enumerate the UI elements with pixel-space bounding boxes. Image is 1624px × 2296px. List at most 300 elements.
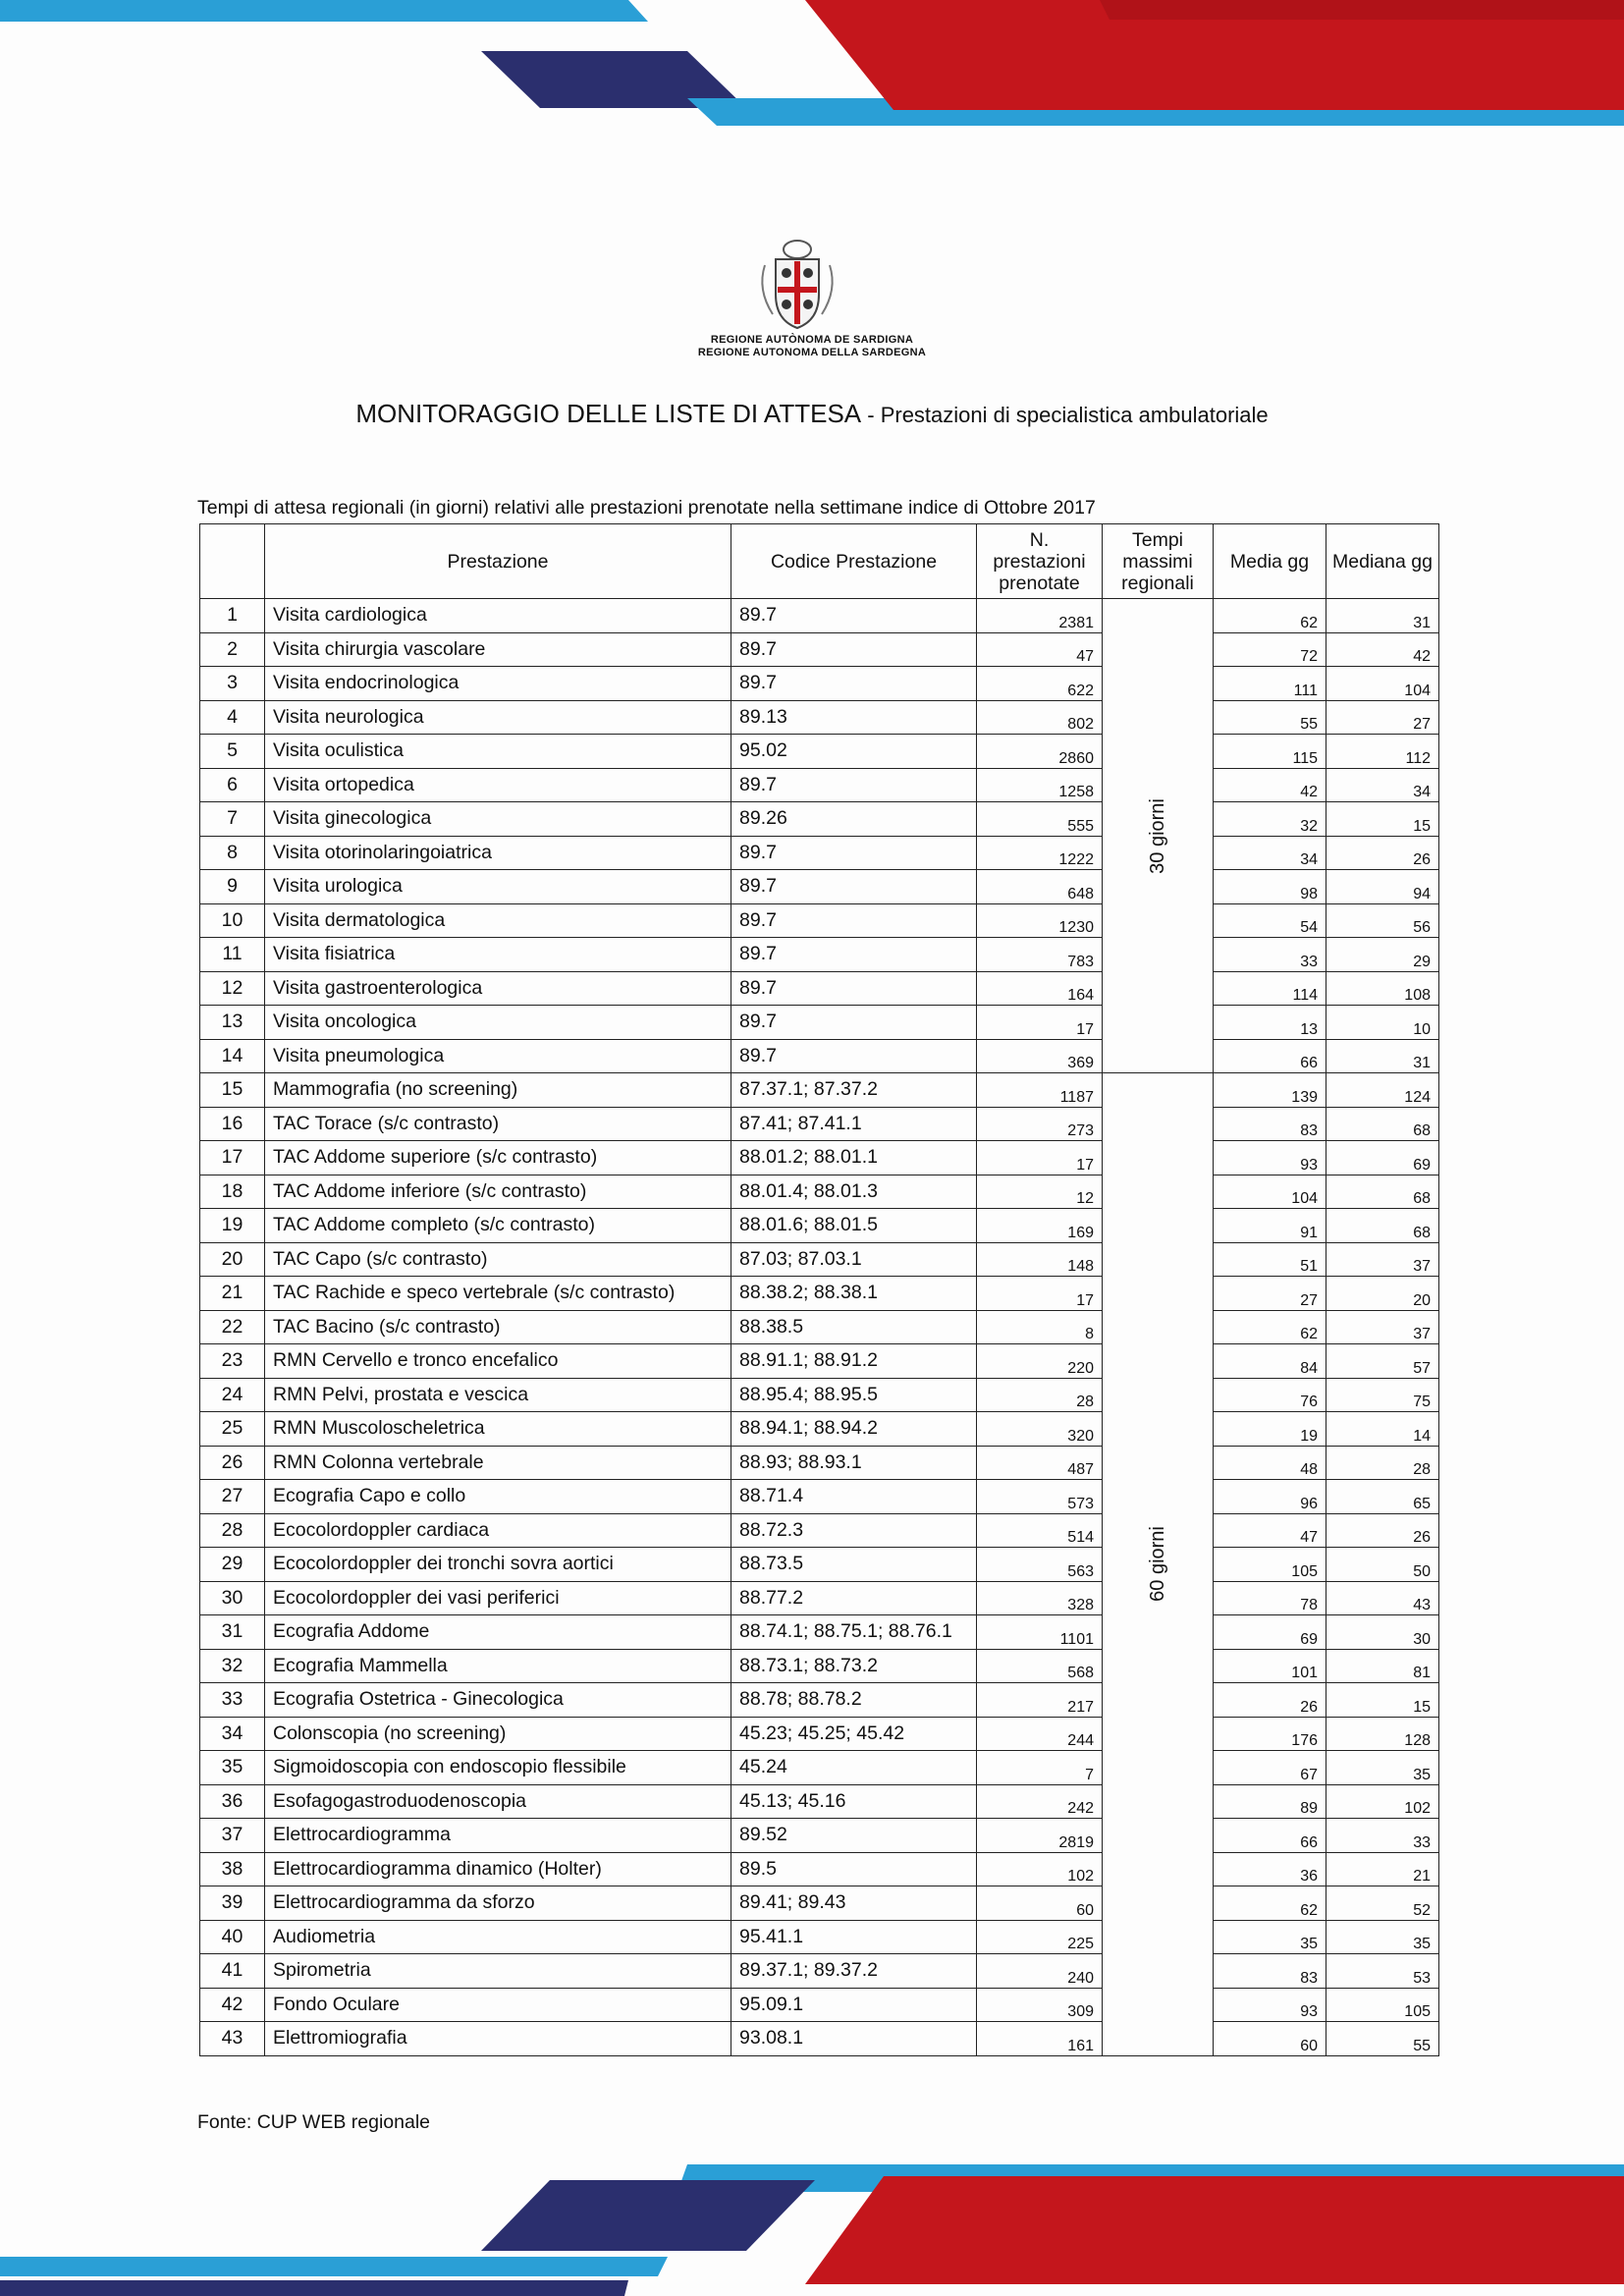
row-prestazione: TAC Rachide e speco vertebrale (s/c contrasto) [265, 1277, 731, 1311]
row-prenotate: 102 [977, 1852, 1103, 1886]
row-media: 67 [1214, 1751, 1326, 1785]
row-prenotate: 148 [977, 1242, 1103, 1277]
table-row [200, 1073, 1439, 1108]
table-row [200, 903, 1439, 938]
row-prestazione: Elettrocardiogramma [265, 1819, 731, 1853]
row-prenotate: 309 [977, 1988, 1103, 2022]
table-row [200, 1784, 1439, 1819]
region-names [0, 334, 1624, 359]
row-prenotate: 2819 [977, 1819, 1103, 1853]
row-mediana: 68 [1326, 1175, 1439, 1209]
row-prestazione: Ecografia Capo e collo [265, 1480, 731, 1514]
row-codice: 89.7 [731, 768, 977, 802]
row-mediana: 57 [1326, 1344, 1439, 1379]
row-mediana: 55 [1326, 2022, 1439, 2056]
row-codice: 87.03; 87.03.1 [731, 1242, 977, 1277]
row-mediana: 52 [1326, 1886, 1439, 1921]
table-caption: Tempi di attesa regionali (in giorni) relativi alle prestazioni prenotate nella settimane indice di Ottobre 2017 [197, 497, 1096, 519]
row-prenotate: 17 [977, 1141, 1103, 1175]
table-header-row [200, 524, 1439, 599]
row-mediana: 35 [1326, 1920, 1439, 1954]
tempi-massimi-label: 30 giorni [1146, 797, 1168, 874]
row-index: 35 [200, 1751, 265, 1785]
row-codice: 93.08.1 [731, 2022, 977, 2056]
row-mediana: 37 [1326, 1310, 1439, 1344]
row-media: 42 [1214, 768, 1326, 802]
table-row [200, 1039, 1439, 1073]
row-prenotate: 28 [977, 1378, 1103, 1412]
row-media: 93 [1214, 1988, 1326, 2022]
row-prestazione: Spirometria [265, 1954, 731, 1989]
row-index: 39 [200, 1886, 265, 1921]
row-index: 17 [200, 1141, 265, 1175]
table-row [200, 1378, 1439, 1412]
row-prestazione: Ecografia Addome [265, 1615, 731, 1650]
table-row [200, 768, 1439, 802]
row-prenotate: 169 [977, 1209, 1103, 1243]
row-prenotate: 1222 [977, 836, 1103, 870]
row-codice: 88.71.4 [731, 1480, 977, 1514]
header-n-prenotate: N. prestazioni prenotate [977, 524, 1103, 599]
row-prestazione: Fondo Oculare [265, 1988, 731, 2022]
row-prenotate: 2860 [977, 735, 1103, 769]
row-mediana: 31 [1326, 599, 1439, 633]
row-codice: 45.24 [731, 1751, 977, 1785]
row-prestazione: Visita urologica [265, 870, 731, 904]
row-media: 78 [1214, 1581, 1326, 1615]
row-prestazione: Ecografia Ostetrica - Ginecologica [265, 1683, 731, 1718]
row-index: 15 [200, 1073, 265, 1108]
row-codice: 88.91.1; 88.91.2 [731, 1344, 977, 1379]
row-codice: 88.38.5 [731, 1310, 977, 1344]
row-codice: 89.7 [731, 971, 977, 1006]
row-prestazione: Visita chirurgia vascolare [265, 632, 731, 667]
row-index: 3 [200, 667, 265, 701]
row-index: 43 [200, 2022, 265, 2056]
row-prestazione: Visita cardiologica [265, 599, 731, 633]
header-media: Media gg [1214, 524, 1326, 599]
row-prestazione: Visita neurologica [265, 700, 731, 735]
row-prestazione: TAC Addome superiore (s/c contrasto) [265, 1141, 731, 1175]
table-row [200, 1548, 1439, 1582]
row-prenotate: 487 [977, 1446, 1103, 1480]
row-mediana: 108 [1326, 971, 1439, 1006]
row-media: 111 [1214, 667, 1326, 701]
table-row [200, 1649, 1439, 1683]
row-index: 32 [200, 1649, 265, 1683]
row-mediana: 30 [1326, 1615, 1439, 1650]
row-mediana: 65 [1326, 1480, 1439, 1514]
table-row [200, 1513, 1439, 1548]
row-media: 66 [1214, 1819, 1326, 1853]
row-codice: 88.01.6; 88.01.5 [731, 1209, 977, 1243]
row-index: 33 [200, 1683, 265, 1718]
table-row [200, 802, 1439, 837]
row-prenotate: 8 [977, 1310, 1103, 1344]
row-prenotate: 802 [977, 700, 1103, 735]
row-index: 42 [200, 1988, 265, 2022]
table-row [200, 971, 1439, 1006]
row-media: 32 [1214, 802, 1326, 837]
row-mediana: 81 [1326, 1649, 1439, 1683]
row-codice: 89.7 [731, 836, 977, 870]
row-index: 7 [200, 802, 265, 837]
row-index: 24 [200, 1378, 265, 1412]
row-prestazione: Ecocolordoppler dei tronchi sovra aortici [265, 1548, 731, 1582]
row-codice: 89.7 [731, 667, 977, 701]
table-row [200, 1615, 1439, 1650]
row-mediana: 15 [1326, 802, 1439, 837]
row-mediana: 42 [1326, 632, 1439, 667]
row-media: 98 [1214, 870, 1326, 904]
row-media: 62 [1214, 1886, 1326, 1921]
row-prestazione: Elettrocardiogramma da sforzo [265, 1886, 731, 1921]
row-prenotate: 648 [977, 870, 1103, 904]
row-prenotate: 161 [977, 2022, 1103, 2056]
row-codice: 88.78; 88.78.2 [731, 1683, 977, 1718]
row-prenotate: 225 [977, 1920, 1103, 1954]
row-codice: 88.95.4; 88.95.5 [731, 1378, 977, 1412]
row-media: 33 [1214, 938, 1326, 972]
row-codice: 88.74.1; 88.75.1; 88.76.1 [731, 1615, 977, 1650]
row-mediana: 50 [1326, 1548, 1439, 1582]
row-codice: 88.72.3 [731, 1513, 977, 1548]
row-codice: 88.77.2 [731, 1581, 977, 1615]
row-index: 37 [200, 1819, 265, 1853]
table-row [200, 1242, 1439, 1277]
row-index: 16 [200, 1107, 265, 1141]
row-media: 101 [1214, 1649, 1326, 1683]
row-prenotate: 622 [977, 667, 1103, 701]
top-decorative-band [0, 0, 1624, 137]
table-row [200, 1006, 1439, 1040]
row-media: 47 [1214, 1513, 1326, 1548]
header-codice: Codice Prestazione [731, 524, 977, 599]
header-mediana: Mediana gg [1326, 524, 1439, 599]
row-mediana: 37 [1326, 1242, 1439, 1277]
bottom-decorative-band [0, 2151, 1624, 2296]
table-row [200, 1310, 1439, 1344]
table-row [200, 667, 1439, 701]
row-prenotate: 17 [977, 1277, 1103, 1311]
row-index: 27 [200, 1480, 265, 1514]
row-mediana: 68 [1326, 1107, 1439, 1141]
table-row [200, 1581, 1439, 1615]
table-row [200, 1344, 1439, 1379]
row-mediana: 35 [1326, 1751, 1439, 1785]
row-prenotate: 1258 [977, 768, 1103, 802]
row-codice: 89.13 [731, 700, 977, 735]
row-codice: 89.7 [731, 1039, 977, 1073]
row-mediana: 28 [1326, 1446, 1439, 1480]
table-row [200, 1175, 1439, 1209]
row-mediana: 56 [1326, 903, 1439, 938]
row-media: 91 [1214, 1209, 1326, 1243]
row-media: 13 [1214, 1006, 1326, 1040]
row-prestazione: RMN Pelvi, prostata e vescica [265, 1378, 731, 1412]
row-prenotate: 555 [977, 802, 1103, 837]
table-row [200, 735, 1439, 769]
row-codice: 88.93; 88.93.1 [731, 1446, 977, 1480]
table-row [200, 1920, 1439, 1954]
row-index: 9 [200, 870, 265, 904]
row-prenotate: 60 [977, 1886, 1103, 1921]
row-codice: 89.7 [731, 599, 977, 633]
row-mediana: 104 [1326, 667, 1439, 701]
table-row [200, 870, 1439, 904]
row-prestazione: Audiometria [265, 1920, 731, 1954]
row-codice: 89.37.1; 89.37.2 [731, 1954, 977, 1989]
row-mediana: 105 [1326, 1988, 1439, 2022]
row-index: 34 [200, 1717, 265, 1751]
row-prestazione: Visita ginecologica [265, 802, 731, 837]
header-prestazione: Prestazione [265, 524, 731, 599]
row-codice: 88.94.1; 88.94.2 [731, 1412, 977, 1447]
row-codice: 88.73.5 [731, 1548, 977, 1582]
header-tempi-massimi: Tempi massimi regionali [1103, 524, 1214, 599]
row-codice: 89.7 [731, 632, 977, 667]
table-row [200, 1954, 1439, 1989]
title-subtitle: - Prestazioni di specialistica ambulatoriale [861, 403, 1269, 427]
row-media: 114 [1214, 971, 1326, 1006]
row-mediana: 102 [1326, 1784, 1439, 1819]
row-codice: 45.13; 45.16 [731, 1784, 977, 1819]
row-media: 62 [1214, 599, 1326, 633]
row-codice: 88.01.2; 88.01.1 [731, 1141, 977, 1175]
table-row [200, 1988, 1439, 2022]
row-codice: 87.41; 87.41.1 [731, 1107, 977, 1141]
row-prestazione: Elettromiografia [265, 2022, 731, 2056]
row-index: 28 [200, 1513, 265, 1548]
title-main: MONITORAGGIO DELLE LISTE DI ATTESA [355, 399, 862, 428]
row-index: 25 [200, 1412, 265, 1447]
row-media: 26 [1214, 1683, 1326, 1718]
row-mediana: 69 [1326, 1141, 1439, 1175]
row-codice: 89.41; 89.43 [731, 1886, 977, 1921]
row-mediana: 20 [1326, 1277, 1439, 1311]
row-media: 51 [1214, 1242, 1326, 1277]
row-mediana: 15 [1326, 1683, 1439, 1718]
row-media: 176 [1214, 1717, 1326, 1751]
row-media: 104 [1214, 1175, 1326, 1209]
row-prenotate: 320 [977, 1412, 1103, 1447]
row-media: 35 [1214, 1920, 1326, 1954]
row-codice: 89.5 [731, 1852, 977, 1886]
table-row [200, 1819, 1439, 1853]
row-prestazione: Mammografia (no screening) [265, 1073, 731, 1108]
row-prenotate: 17 [977, 1006, 1103, 1040]
row-index: 40 [200, 1920, 265, 1954]
row-mediana: 10 [1326, 1006, 1439, 1040]
row-index: 11 [200, 938, 265, 972]
row-media: 93 [1214, 1141, 1326, 1175]
region-name-sardinian: REGIONE AUTÒNOMA DE SARDIGNA [710, 334, 914, 346]
row-media: 60 [1214, 2022, 1326, 2056]
row-prestazione: Elettrocardiogramma dinamico (Holter) [265, 1852, 731, 1886]
row-mediana: 53 [1326, 1954, 1439, 1989]
row-prestazione: Ecografia Mammella [265, 1649, 731, 1683]
row-prenotate: 240 [977, 1954, 1103, 1989]
row-index: 36 [200, 1784, 265, 1819]
table-row [200, 1107, 1439, 1141]
tempi-massimi-cell [1103, 599, 1214, 1073]
table-row [200, 1717, 1439, 1751]
row-prenotate: 369 [977, 1039, 1103, 1073]
row-prestazione: TAC Torace (s/c contrasto) [265, 1107, 731, 1141]
table-row [200, 700, 1439, 735]
row-index: 41 [200, 1954, 265, 1989]
row-index: 19 [200, 1209, 265, 1243]
row-prestazione: Visita oculistica [265, 735, 731, 769]
table-row [200, 1751, 1439, 1785]
row-prenotate: 12 [977, 1175, 1103, 1209]
waiting-times-table [199, 523, 1439, 2056]
row-prenotate: 47 [977, 632, 1103, 667]
row-prestazione: Visita otorinolaringoiatrica [265, 836, 731, 870]
row-prestazione: Visita gastroenterologica [265, 971, 731, 1006]
row-mediana: 21 [1326, 1852, 1439, 1886]
row-codice: 87.37.1; 87.37.2 [731, 1073, 977, 1108]
row-prenotate: 242 [977, 1784, 1103, 1819]
row-media: 76 [1214, 1378, 1326, 1412]
row-media: 48 [1214, 1446, 1326, 1480]
row-media: 72 [1214, 632, 1326, 667]
row-media: 54 [1214, 903, 1326, 938]
table-row [200, 2022, 1439, 2056]
row-mediana: 33 [1326, 1819, 1439, 1853]
row-codice: 88.38.2; 88.38.1 [731, 1277, 977, 1311]
row-index: 5 [200, 735, 265, 769]
row-prenotate: 1187 [977, 1073, 1103, 1108]
row-index: 31 [200, 1615, 265, 1650]
table-row [200, 1886, 1439, 1921]
row-prestazione: Sigmoidoscopia con endoscopio flessibile [265, 1751, 731, 1785]
row-prestazione: RMN Muscoloscheletrica [265, 1412, 731, 1447]
row-prestazione: TAC Addome completo (s/c contrasto) [265, 1209, 731, 1243]
row-index: 38 [200, 1852, 265, 1886]
table-row [200, 1277, 1439, 1311]
table-row [200, 632, 1439, 667]
row-prestazione: TAC Addome inferiore (s/c contrasto) [265, 1175, 731, 1209]
row-index: 8 [200, 836, 265, 870]
row-media: 83 [1214, 1954, 1326, 1989]
row-index: 29 [200, 1548, 265, 1582]
row-codice: 88.01.4; 88.01.3 [731, 1175, 977, 1209]
table-row [200, 1209, 1439, 1243]
table-row [200, 1141, 1439, 1175]
row-codice: 89.26 [731, 802, 977, 837]
row-media: 19 [1214, 1412, 1326, 1447]
table-row [200, 938, 1439, 972]
row-prenotate: 2381 [977, 599, 1103, 633]
row-media: 36 [1214, 1852, 1326, 1886]
row-codice: 89.52 [731, 1819, 977, 1853]
table-row [200, 599, 1439, 633]
table-row [200, 836, 1439, 870]
row-media: 83 [1214, 1107, 1326, 1141]
row-mediana: 27 [1326, 700, 1439, 735]
row-prenotate: 1230 [977, 903, 1103, 938]
row-media: 115 [1214, 735, 1326, 769]
row-prestazione: RMN Cervello e tronco encefalico [265, 1344, 731, 1379]
page-title [0, 399, 1624, 429]
table-row [200, 1852, 1439, 1886]
row-prestazione: TAC Bacino (s/c contrasto) [265, 1310, 731, 1344]
table-body [200, 599, 1439, 2056]
row-mediana: 14 [1326, 1412, 1439, 1447]
row-index: 22 [200, 1310, 265, 1344]
row-mediana: 43 [1326, 1581, 1439, 1615]
row-prenotate: 217 [977, 1683, 1103, 1718]
row-prestazione: Visita ortopedica [265, 768, 731, 802]
row-codice: 88.73.1; 88.73.2 [731, 1649, 977, 1683]
row-index: 2 [200, 632, 265, 667]
row-codice: 95.41.1 [731, 1920, 977, 1954]
header-index [200, 524, 265, 599]
table-row [200, 1446, 1439, 1480]
row-mediana: 26 [1326, 1513, 1439, 1548]
row-prenotate: 514 [977, 1513, 1103, 1548]
row-prenotate: 244 [977, 1717, 1103, 1751]
row-prestazione: Visita pneumologica [265, 1039, 731, 1073]
sardinia-coat-of-arms-icon [743, 236, 851, 334]
row-media: 55 [1214, 700, 1326, 735]
row-prenotate: 563 [977, 1548, 1103, 1582]
table-row [200, 1683, 1439, 1718]
row-mediana: 26 [1326, 836, 1439, 870]
row-index: 26 [200, 1446, 265, 1480]
row-prestazione: Ecocolordoppler cardiaca [265, 1513, 731, 1548]
tempi-massimi-label: 60 giorni [1146, 1526, 1168, 1603]
row-prestazione: Ecocolordoppler dei vasi periferici [265, 1581, 731, 1615]
row-prestazione: RMN Colonna vertebrale [265, 1446, 731, 1480]
row-codice: 95.02 [731, 735, 977, 769]
row-index: 21 [200, 1277, 265, 1311]
row-index: 23 [200, 1344, 265, 1379]
row-codice: 89.7 [731, 938, 977, 972]
row-prenotate: 164 [977, 971, 1103, 1006]
row-prenotate: 568 [977, 1649, 1103, 1683]
row-prestazione: Visita fisiatrica [265, 938, 731, 972]
row-codice: 89.7 [731, 903, 977, 938]
row-index: 6 [200, 768, 265, 802]
source-note: Fonte: CUP WEB regionale [197, 2111, 430, 2133]
table-row [200, 1412, 1439, 1447]
row-media: 89 [1214, 1784, 1326, 1819]
row-index: 1 [200, 599, 265, 633]
row-mediana: 124 [1326, 1073, 1439, 1108]
row-prenotate: 573 [977, 1480, 1103, 1514]
row-media: 62 [1214, 1310, 1326, 1344]
row-media: 84 [1214, 1344, 1326, 1379]
row-index: 4 [200, 700, 265, 735]
row-codice: 89.7 [731, 870, 977, 904]
row-index: 10 [200, 903, 265, 938]
region-name-italian: REGIONE AUTONOMA DELLA SARDEGNA [697, 347, 927, 358]
row-prestazione: Visita dermatologica [265, 903, 731, 938]
row-index: 30 [200, 1581, 265, 1615]
row-index: 20 [200, 1242, 265, 1277]
row-index: 14 [200, 1039, 265, 1073]
row-prestazione: Esofagogastroduodenoscopia [265, 1784, 731, 1819]
row-prenotate: 7 [977, 1751, 1103, 1785]
row-mediana: 29 [1326, 938, 1439, 972]
row-codice: 95.09.1 [731, 1988, 977, 2022]
row-prestazione: TAC Capo (s/c contrasto) [265, 1242, 731, 1277]
row-mediana: 34 [1326, 768, 1439, 802]
row-mediana: 31 [1326, 1039, 1439, 1073]
row-media: 96 [1214, 1480, 1326, 1514]
